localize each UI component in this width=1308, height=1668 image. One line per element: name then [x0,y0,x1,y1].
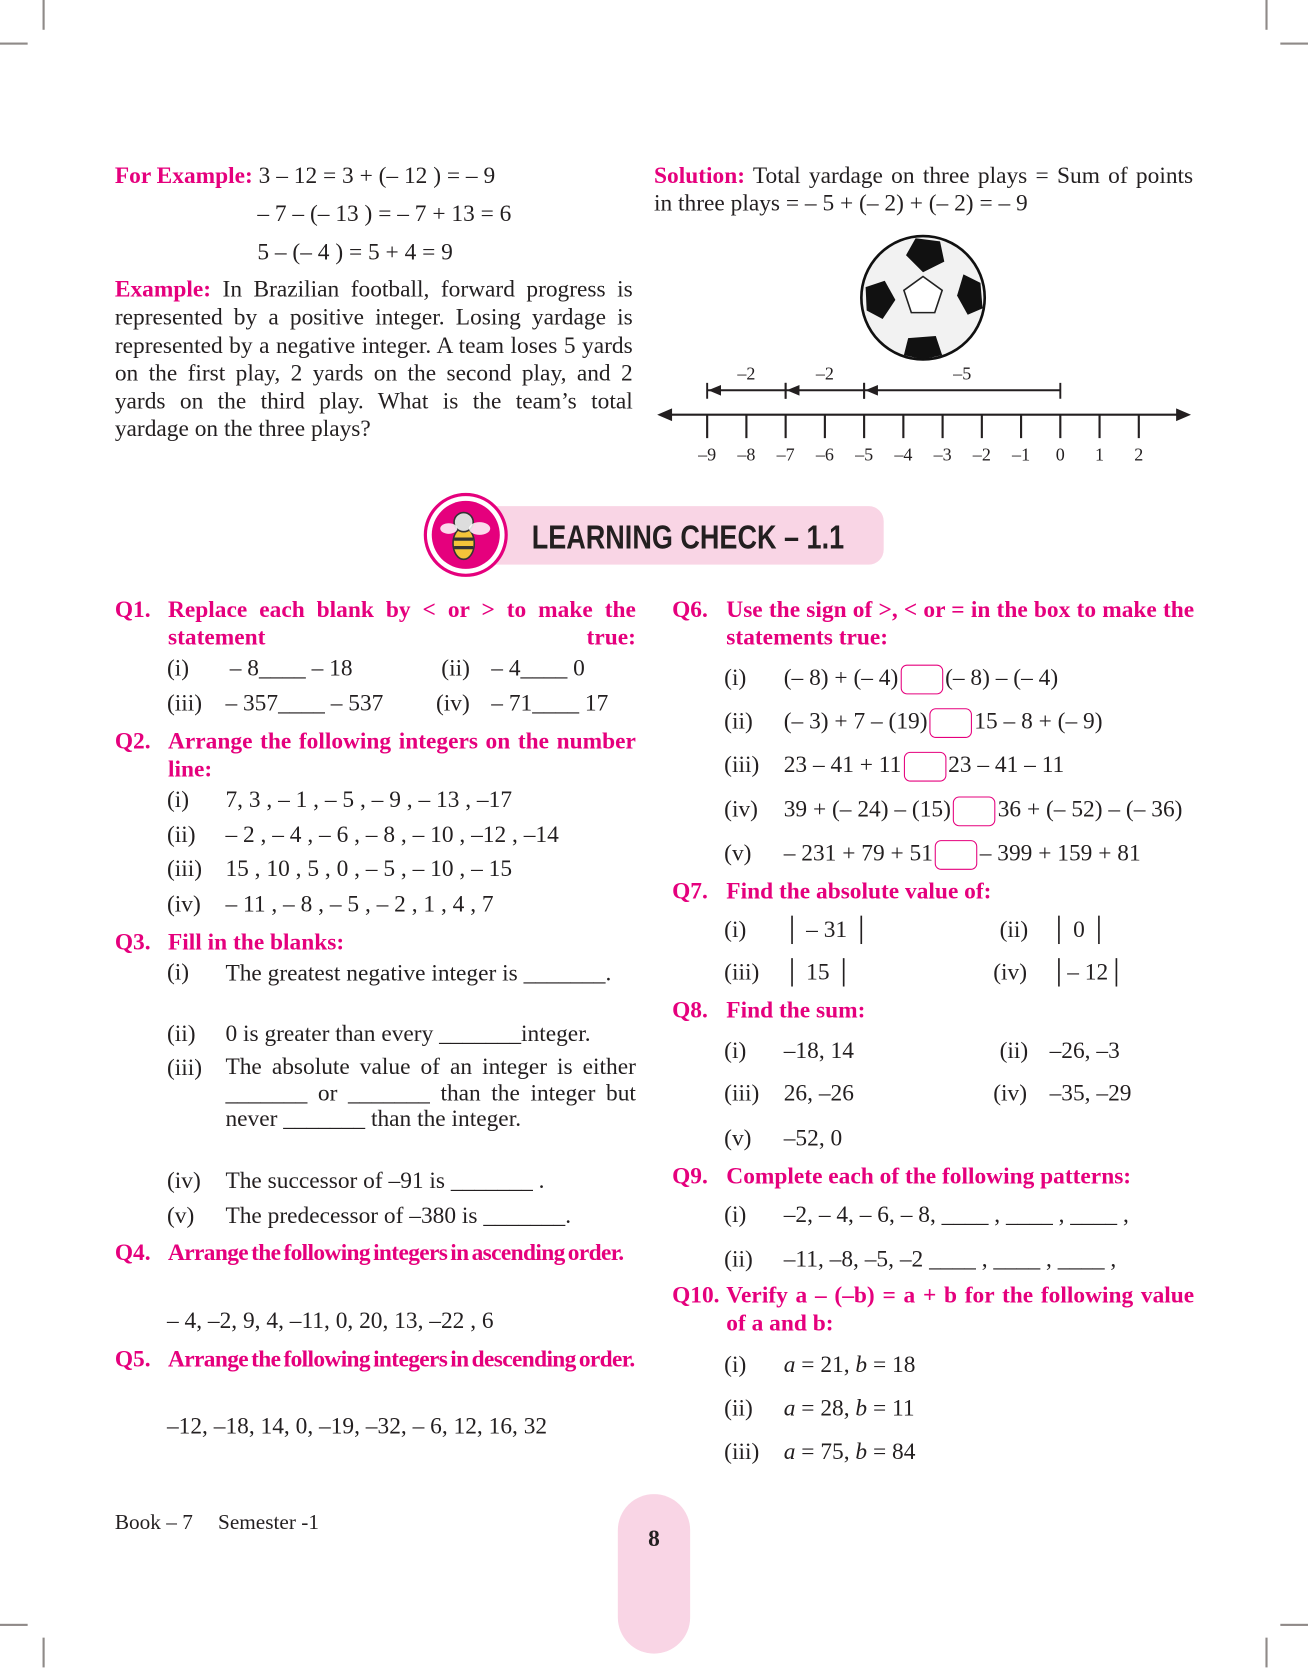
arrowhead-icon [787,385,800,396]
q3-item: 0 is greater than every _______integer. [225,1019,591,1047]
q2-item: – 11 , – 8 , – 5 , – 2 , 1 , 4 , 7 [225,890,494,917]
roman-numeral: (iii) [166,689,203,716]
roman-numeral: (i) [166,958,190,985]
answer-box[interactable] [930,708,973,738]
q10-item [724,1351,915,1379]
jump-label: –2 [737,366,756,384]
footer-book: Book – 7 [114,1511,193,1535]
left-expression: 39 + (– 24) – (15) [783,795,951,823]
q4-number: Q4. [114,1238,151,1266]
variable-b: b [855,1350,868,1378]
roman-numeral: (v) [166,1201,195,1229]
q8-item: –26, –3 [1049,1036,1120,1064]
q6-item [724,751,1064,779]
equation: – 7 – (– 13 ) = – 7 + 13 = 6 [257,199,512,227]
q9-number: Q9. [672,1162,708,1189]
equation: 3 – 12 = 3 + (– 12 ) = – 9 [258,161,496,189]
q6-question: Use the sign of >, < or = in the box to make the statements true: [726,595,1195,651]
answer-box[interactable] [903,752,946,782]
q6-item [724,839,1140,867]
roman-numeral: (iii) [166,1053,203,1081]
q3-item: The successor of –91 is _______ . [225,1166,545,1194]
q2-number: Q2. [114,727,151,754]
roman-numeral: (iv) [993,958,1027,985]
variable-b: b [855,1394,868,1421]
q7-item: │ 0 │ [1050,915,1108,943]
page-number-tab [618,1494,690,1654]
roman-numeral: (i) [166,785,190,813]
tick-label: –6 [815,444,834,465]
tick-label: –8 [737,444,756,465]
q8-question: Find the sum: [726,996,866,1023]
roman-numeral: (iii) [724,1079,760,1106]
arrow-right-icon [1176,408,1191,421]
q7-item: │ 15 │ [783,958,852,985]
left-expression: (– 8) + (– 4) [783,663,899,691]
tick-label: 1 [1095,444,1105,465]
q3-item: The predecessor of –380 is _______. [225,1201,572,1229]
crop-mark [0,43,28,45]
number-line [649,367,1202,473]
q3-question: Fill in the blanks: [168,928,345,955]
value-a: = 28, [795,1394,856,1421]
q3-item: The greatest negative integer is _______. [225,959,612,986]
q1-question: Replace each blank by < or > to make the statement true: [168,595,636,651]
bee-logo-icon [423,492,508,577]
roman-numeral: (ii) [441,653,470,681]
right-expression: – 399 + 159 + 81 [979,839,1141,866]
crop-mark [1280,43,1308,45]
value-a: = 21, [795,1350,856,1378]
roman-numeral: (v) [724,1124,752,1151]
crop-mark [1265,0,1267,30]
q3-number: Q3. [114,928,151,955]
roman-numeral: (iii) [724,750,760,778]
roman-numeral: (i) [166,653,190,681]
q8-item: –35, –29 [1049,1079,1132,1106]
roman-numeral: (ii) [166,1019,196,1047]
answer-box[interactable] [935,840,978,870]
roman-numeral: (ii) [724,1245,753,1272]
roman-numeral: (iii) [724,1437,760,1465]
q7-item: │ – 31 │ [783,915,870,943]
example-label: Example: [114,275,212,303]
q7-item: │– 12│ [1050,958,1125,985]
solution-text: Total yardage on three plays = Sum of points in three plays = – 5 + (– 2) + (– 2) = – 9 [653,161,1194,217]
crop-mark [1280,1624,1308,1626]
roman-numeral: (i) [724,1200,747,1228]
value-b: = 11 [867,1394,915,1421]
arrowhead-icon [865,385,878,396]
variable-a: a [783,1437,796,1465]
roman-numeral: (i) [724,663,747,691]
football-illustration [857,232,989,364]
q1-item: – 8____ – 18 [229,653,353,681]
tick-label: –3 [933,444,952,465]
roman-numeral: (ii) [724,1394,753,1421]
right-expression: 23 – 41 – 11 [948,750,1065,778]
q2-item: 15 , 10 , 5 , 0 , – 5 , – 10 , – 15 [225,854,513,882]
value-a: = 75, [795,1437,856,1465]
left-expression: – 231 + 79 + 51 [783,839,933,866]
q7-question: Find the absolute value of: [726,877,992,904]
roman-numeral: (i) [724,1350,747,1378]
learning-check-title: LEARNING CHECK – 1.1 [531,518,845,557]
example-text: In Brazilian football, forward progress is represented by a positive integer. Losing yardage is represented by a negative integer. A team loses 5 yards on the first play, 2 yards on the second play, and 2 yards on the third play. What is the team’s total yardage on the three plays? [114,275,633,442]
q1-number: Q1. [114,595,151,623]
q5-question: Arrange the following integers in descending order. [168,1345,635,1372]
tick-label: –2 [972,444,991,465]
q2-item: 7, 3 , – 1 , – 5 , – 9 , – 13 , –17 [225,785,513,813]
value-b: = 18 [867,1350,916,1378]
tick-label: 0 [1055,444,1065,465]
roman-numeral: (ii) [999,915,1029,943]
q5-number: Q5. [114,1345,151,1372]
answer-box[interactable] [900,665,943,695]
roman-numeral: (iv) [724,795,758,823]
roman-numeral: (i) [724,1036,747,1064]
q6-number: Q6. [672,595,708,623]
q6-item [724,707,1102,735]
right-expression: 15 – 8 + (– 9) [974,707,1103,734]
tick-label: –9 [698,444,717,465]
solution-paragraph [654,162,1193,218]
roman-numeral: (iv) [993,1079,1027,1106]
q6-item [724,664,1058,692]
right-expression: (– 8) – (– 4) [945,663,1059,691]
q1-item: – 357____ – 537 [225,689,384,716]
arrowhead-icon [708,385,721,396]
answer-box[interactable] [953,796,996,826]
example-paragraph [115,275,633,443]
q8-item: –18, 14 [783,1036,854,1064]
tick-label: –4 [894,444,913,465]
q4-question: Arrange the following integers in ascending order. [168,1238,624,1266]
roman-numeral: (iii) [724,958,760,985]
example-label: For Example: [114,161,253,189]
roman-numeral: (iv) [166,1166,201,1194]
q1-item: – 4____ 0 [491,653,585,681]
q5-data: –12, –18, 14, 0, –19, –32, – 6, 12, 16, 32 [166,1412,548,1439]
tick-label: –1 [1012,444,1031,465]
q10-number: Q10. [672,1281,720,1308]
q1-item: – 71____ 17 [491,689,609,716]
variable-a: a [783,1350,796,1378]
q8-item: –52, 0 [783,1124,843,1151]
variable-b: b [855,1437,868,1465]
q2-item: – 2 , – 4 , – 6 , – 8 , – 10 , –12 , –14 [225,820,559,848]
q9-item: –11, –8, –5, –2 ____ , ____ , ____ , [783,1245,1117,1272]
q10-question: Verify a – (–b) = a + b for the following value of a and b: [726,1281,1195,1336]
q9-item: –2, – 4, – 6, – 8, ____ , ____ , ____ , [783,1200,1129,1228]
q4-data: – 4, –2, 9, 4, –11, 0, 20, 13, –22 , 6 [166,1306,494,1334]
q9-question: Complete each of the following patterns: [726,1162,1132,1189]
left-expression: 23 – 41 + 11 [783,750,902,778]
roman-numeral: (ii) [999,1036,1029,1064]
tick-label: –5 [855,444,874,465]
q6-item [724,795,1182,823]
roman-numeral: (iii) [166,854,203,882]
crop-mark [43,1638,45,1668]
roman-numeral: (iv) [166,890,201,917]
jump-label: –2 [815,366,834,384]
roman-numeral: (iv) [435,689,470,716]
q10-item [724,1394,914,1422]
page-number: 8 [648,1524,660,1552]
q8-number: Q8. [672,996,708,1023]
q10-item [724,1438,915,1466]
q3-item: The absolute value of an integer is either _______ or _______ than the integer but never _______ than the integer. [225,1052,636,1132]
left-expression: (– 3) + 7 – (19) [783,707,928,734]
example-line [115,162,495,190]
roman-numeral: (v) [724,839,752,866]
crop-mark [1265,1638,1267,1668]
roman-numeral: (ii) [724,707,753,734]
right-expression: 36 + (– 52) – (– 36) [997,795,1183,823]
tick-label: –7 [776,444,795,465]
variable-a: a [783,1394,796,1421]
arrow-left-icon [657,408,672,421]
roman-numeral: (i) [724,915,747,943]
crop-mark [0,1624,28,1626]
footer-semester: Semester -1 [217,1511,320,1535]
roman-numeral: (ii) [166,820,196,848]
q8-item: 26, –26 [783,1079,854,1106]
tick-label: 2 [1134,444,1144,465]
solution-label: Solution: [653,161,746,189]
equation: 5 – (– 4 ) = 5 + 4 = 9 [257,238,453,265]
value-b: = 84 [867,1437,916,1465]
q7-number: Q7. [672,877,708,904]
jump-label: –5 [953,366,972,384]
crop-mark [43,0,45,30]
q2-question: Arrange the following integers on the number line: [168,727,636,782]
